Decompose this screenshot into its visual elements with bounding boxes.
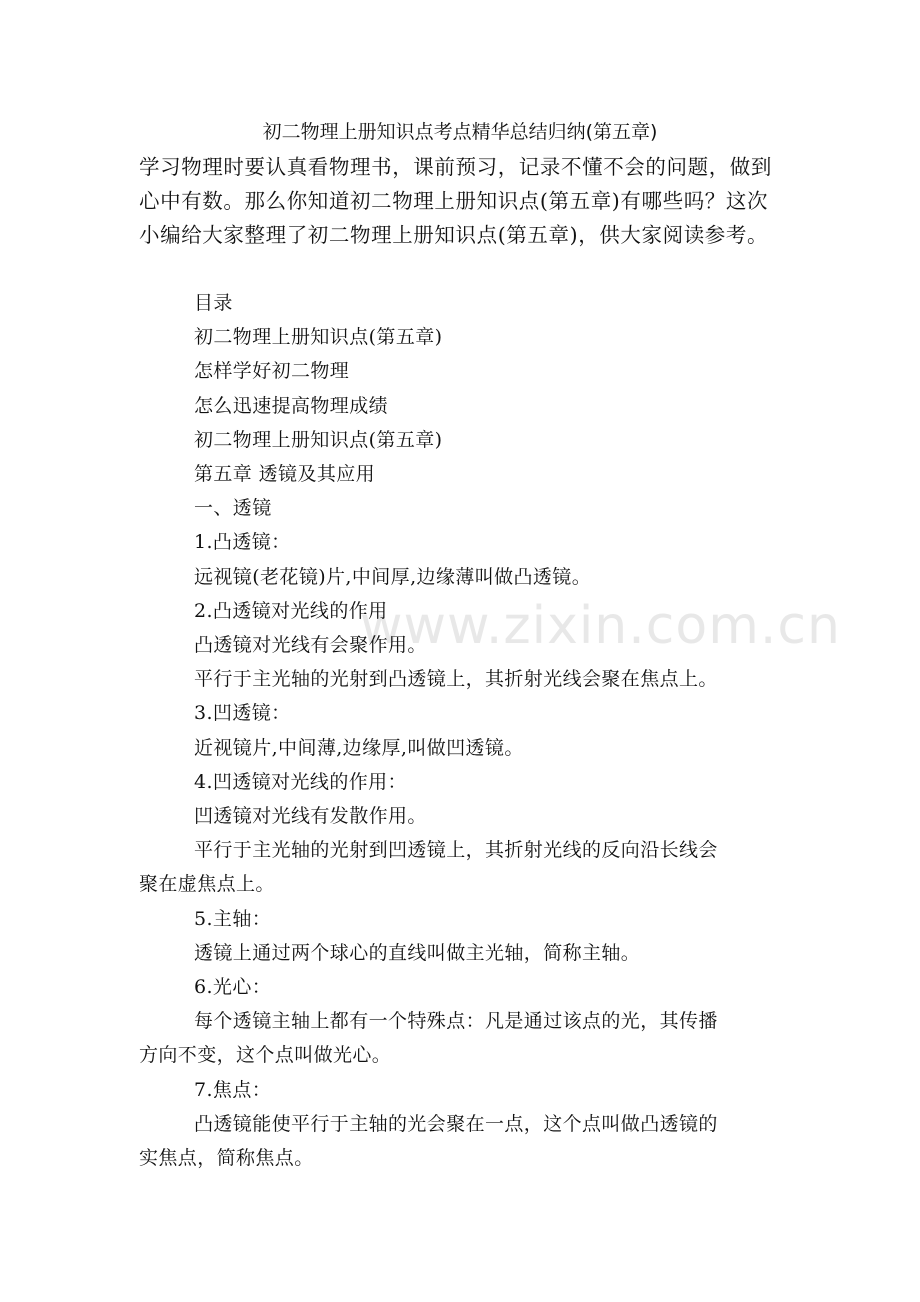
item-heading: 6.光心： (194, 976, 272, 999)
body-line-continuation: 聚在虚焦点上。 (139, 873, 275, 896)
intro-line: 心中有数。那么你知道初二物理上册知识点(第五章)有哪些吗？这次 (139, 189, 769, 213)
item-heading: 5.主轴： (194, 907, 272, 930)
body-line: 透镜上通过两个球心的直线叫做主光轴，简称主轴。 (194, 941, 641, 964)
body-line-continuation: 方向不变，这个点叫做光心。 (139, 1044, 392, 1067)
item-heading: 1.凸透镜： (194, 531, 291, 554)
body-line: 凸透镜能使平行于主轴的光会聚在一点，这个点叫做凸透镜的 (194, 1112, 718, 1135)
document-body (139, 286, 789, 1175)
subsection-heading: 一、透镜 (194, 497, 272, 520)
item-heading: 2.凸透镜对光线的作用 (194, 599, 388, 622)
item-heading: 3.凹透镜： (194, 702, 291, 725)
body-line: 远视镜(老花镜)片,中间厚,边缘薄叫做凸透镜。 (194, 565, 592, 588)
toc-heading: 目录 (194, 292, 233, 314)
body-line: 平行于主光轴的光射到凸透镜上，其折射光线会聚在焦点上。 (194, 668, 718, 691)
chapter-heading: 第五章 透镜及其应用 (194, 463, 376, 486)
intro-line: 小编给大家整理了初二物理上册知识点(第五章)，供大家阅读参考。 (139, 223, 769, 247)
item-heading: 7.焦点： (194, 1078, 272, 1101)
body-line: 每个透镜主轴上都有一个特殊点：凡是通过该点的光，其传播 (194, 1010, 718, 1033)
body-line: 凸透镜对光线有会聚作用。 (194, 634, 427, 657)
item-heading: 4.凹透镜对光线的作用： (194, 770, 407, 793)
toc-item: 初二物理上册知识点(第五章) (194, 326, 443, 349)
toc-item: 怎么迅速提高物理成绩 (194, 394, 389, 417)
body-line-continuation: 实焦点，简称焦点。 (139, 1147, 314, 1170)
body-line: 近视镜片,中间薄,边缘厚,叫做凹透镜。 (194, 736, 524, 759)
body-line: 凹透镜对光线有发散作用。 (194, 805, 427, 828)
intro-paragraph (139, 150, 789, 252)
document-title: 初二物理上册知识点考点精华总结归纳(第五章) (262, 121, 658, 143)
intro-line: 学习物理时要认真看物理书，课前预习，记录不懂不会的问题，做到 (139, 155, 772, 179)
watermark: www.zixin.com.cn (360, 596, 841, 656)
toc-item: 怎样学好初二物理 (194, 360, 350, 383)
body-line: 平行于主光轴的光射到凹透镜上，其折射光线的反向沿长线会 (194, 839, 718, 862)
section-heading: 初二物理上册知识点(第五章) (194, 428, 443, 451)
